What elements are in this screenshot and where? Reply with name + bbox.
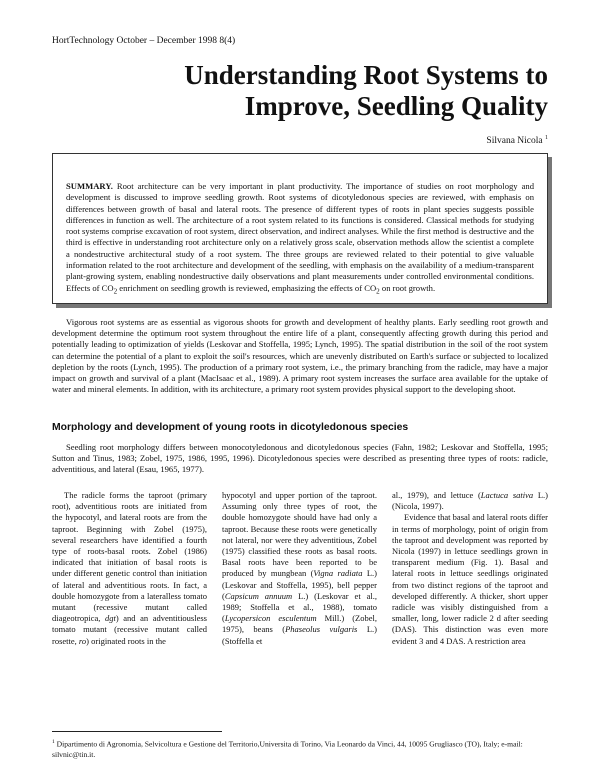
summary-body-3: on root growth. xyxy=(379,282,436,293)
summary-subscript-1: 2 xyxy=(113,287,118,296)
column-3-paragraph-1 xyxy=(392,490,548,512)
col1-italic-dgt: dgt xyxy=(104,613,116,624)
column-3-paragraph-2: Evidence that basal and lateral roots differ in terms of morphology, point of origin from the taproot and development was reported by Nicola (1997) in lettuce seedlings grown in transparent medium (Fig. 1). Basal and lateral roots in lettuce seedlings originated from two distinct regions of the taproot and developed differently. A thicker, short upper radicle was visibly distinguished from a smaller, long, lower radicle 2 d after seeding (DAS). This distinction was even more evident 3 and 4 DAS. A restriction area xyxy=(392,512,548,646)
author-line xyxy=(486,135,548,146)
footnote-text: Dipartimento di Agronomia, Selvicoltura e Gestione del Territorio,Universita di Torino, Via Leonardo da Vinci, 44, 10095 Grugliasco (TO), Italy; e-mail: silvnic@tin.it. xyxy=(52,739,523,759)
col3-text-b: L.) (Nicola, 1997). xyxy=(392,490,548,512)
col2-italic-vigna: Vigna radiata xyxy=(313,568,363,579)
col2-text-d: Mill.) (Zobel, 1975), beans ( xyxy=(222,613,377,635)
col1-text-b: ) and an adventitiousless tomato mutant (recessive mutant called rosette, xyxy=(52,613,207,646)
title-line-2: Improve, Seedling Quality xyxy=(244,91,548,121)
section-heading: Morphology and development of young roots in dicotyledonous species xyxy=(52,422,409,433)
col1-text-a: The radicle forms the taproot (primary root), adventitious roots are initiated from the hypocotyl, and lateral roots are from the taproot. Beginning with Zobel (1975), several researchers have identified a fourth type of roots-basal roots. Zobel (1986) indicated that initiation of basal roots is under different genetic control than initiation of lateral and adventitious roots. In fact, a double homozygote from a lateralless tomato mutant (recessive mutant called diageotropica, xyxy=(52,490,207,624)
summary-box xyxy=(52,153,548,304)
author-footnote-mark: 1 xyxy=(545,135,548,141)
summary-body-1: Root architecture can be very important in plant productivity. The importance of studies on root morphology and development is discussed to improve seedling growth. Root systems of dicotyledonous species are reviewed, with emphasis on differences between growth of basal and lateral roots. The presence of different types of roots in plant species suggests possible differences in function as well. The architecture of a root system related to its functions is considered. Classical methods for studying root systems comprise excavation of root system, direct observation, and indirect analyses. While the first method is destructive and the third is effective in understanding root architecture only on a relatively gross scale, observation methods allow the scientist a complete a nondestructive architectural study of a root system. The three groups are reviewed related to their potential to give valuable information related to the root architecture and development of the seedling, with emphasis on the availability of a medium-transparent plant-growing system, enabling nondestructive daily observations and plant measurements under controlled environmental conditions. Effects of CO xyxy=(66,181,534,293)
footnote xyxy=(52,737,548,760)
footnote-mark: 1 xyxy=(52,739,55,745)
title-line-1: Understanding Root Systems to xyxy=(184,60,548,90)
col1-text-c: ) originated roots in the xyxy=(86,635,166,646)
col2-italic-capsicum: Capsicum annuum xyxy=(224,590,293,601)
paper-title xyxy=(48,60,548,122)
intro-paragraph: Vigorous root systems are as essential as vigorous shoots for growth and development of healthy plants. Early seedling root growth and development determine the optimum root system throughout the entire life of a plant, consequently affecting growth during this period and potentially leading to optimization of yields (Leskovar and Stoffella, 1995; Lynch, 1995). The spatial distribution in the soil of the root system can determine the potential of a plant to exploit the soil's resources, which are unevenly distributed on Earth's surface or subjected to localized depletion by the roots (Lynch, 1995). The production of a primary root system, i.e., the primary branching from the radicle, may have a major impact on growth and survival of a plant (MacIsaac et al., 1989). A primary root system increases the surface area available for the uptake of water and mineral elements. In addition, with its architecture, a primary root system provides physical support to the developing shoot. xyxy=(52,317,548,395)
section-intro-paragraph: Seedling root morphology differs between monocotyledonous and dicotyledonous species (Fahn, 1982; Leskovar and Stoffella, 1995; Sutton and Tinus, 1983; Zobel, 1975, 1986, 1995, 1996). Dicotyledonous species were described as presenting three types of roots: radicle, adventitious, and lateral (Esau, 1965, 1977). xyxy=(52,442,548,475)
col1-italic-ro: ro xyxy=(78,635,87,646)
summary-text xyxy=(66,181,534,298)
col2-text-a: hypocotyl and upper portion of the taproot. Assuming only three types of root, the double homozygote should have had only a taproot. Because these roots were genetically not lateral, nor were they adventitious, Zobel (1975) classified these roots as basal roots. Basal roots have been reported to be produced by mungbean ( xyxy=(222,490,377,579)
footnote-divider xyxy=(52,731,222,732)
column-1 xyxy=(52,490,207,647)
col2-italic-phaseolus: Phaseolus vulgaris xyxy=(285,624,358,635)
col3-italic-lactuca: Lactuca sativa xyxy=(480,490,534,500)
summary-label: SUMMARY. xyxy=(66,181,113,191)
col2-italic-lycopersicon: Lycopersicon esculentum xyxy=(224,613,317,624)
column-2 xyxy=(222,490,377,647)
col2-text-c: L.) (Leskovar et al., 1989; Stoffella et al., 1988), tomato ( xyxy=(222,590,378,624)
col2-text-b: L.) (Leskovar and Stoffella, 1995), bell pepper ( xyxy=(222,568,377,601)
column-3 xyxy=(392,490,548,647)
summary-body-2: enrichment on seedling growth is reviewed, emphasizing the effects of CO xyxy=(117,282,377,293)
journal-header: HortTechnology October – December 1998 8(4) xyxy=(52,36,236,46)
column-2-paragraph xyxy=(222,490,377,647)
author-name: Silvana Nicola xyxy=(486,136,543,147)
col3-text-a: al., 1979), and lettuce ( xyxy=(392,490,481,500)
column-1-paragraph xyxy=(52,490,207,647)
col2-text-e: L.) (Stoffella et xyxy=(222,624,377,646)
summary-subscript-2: 2 xyxy=(376,287,380,296)
